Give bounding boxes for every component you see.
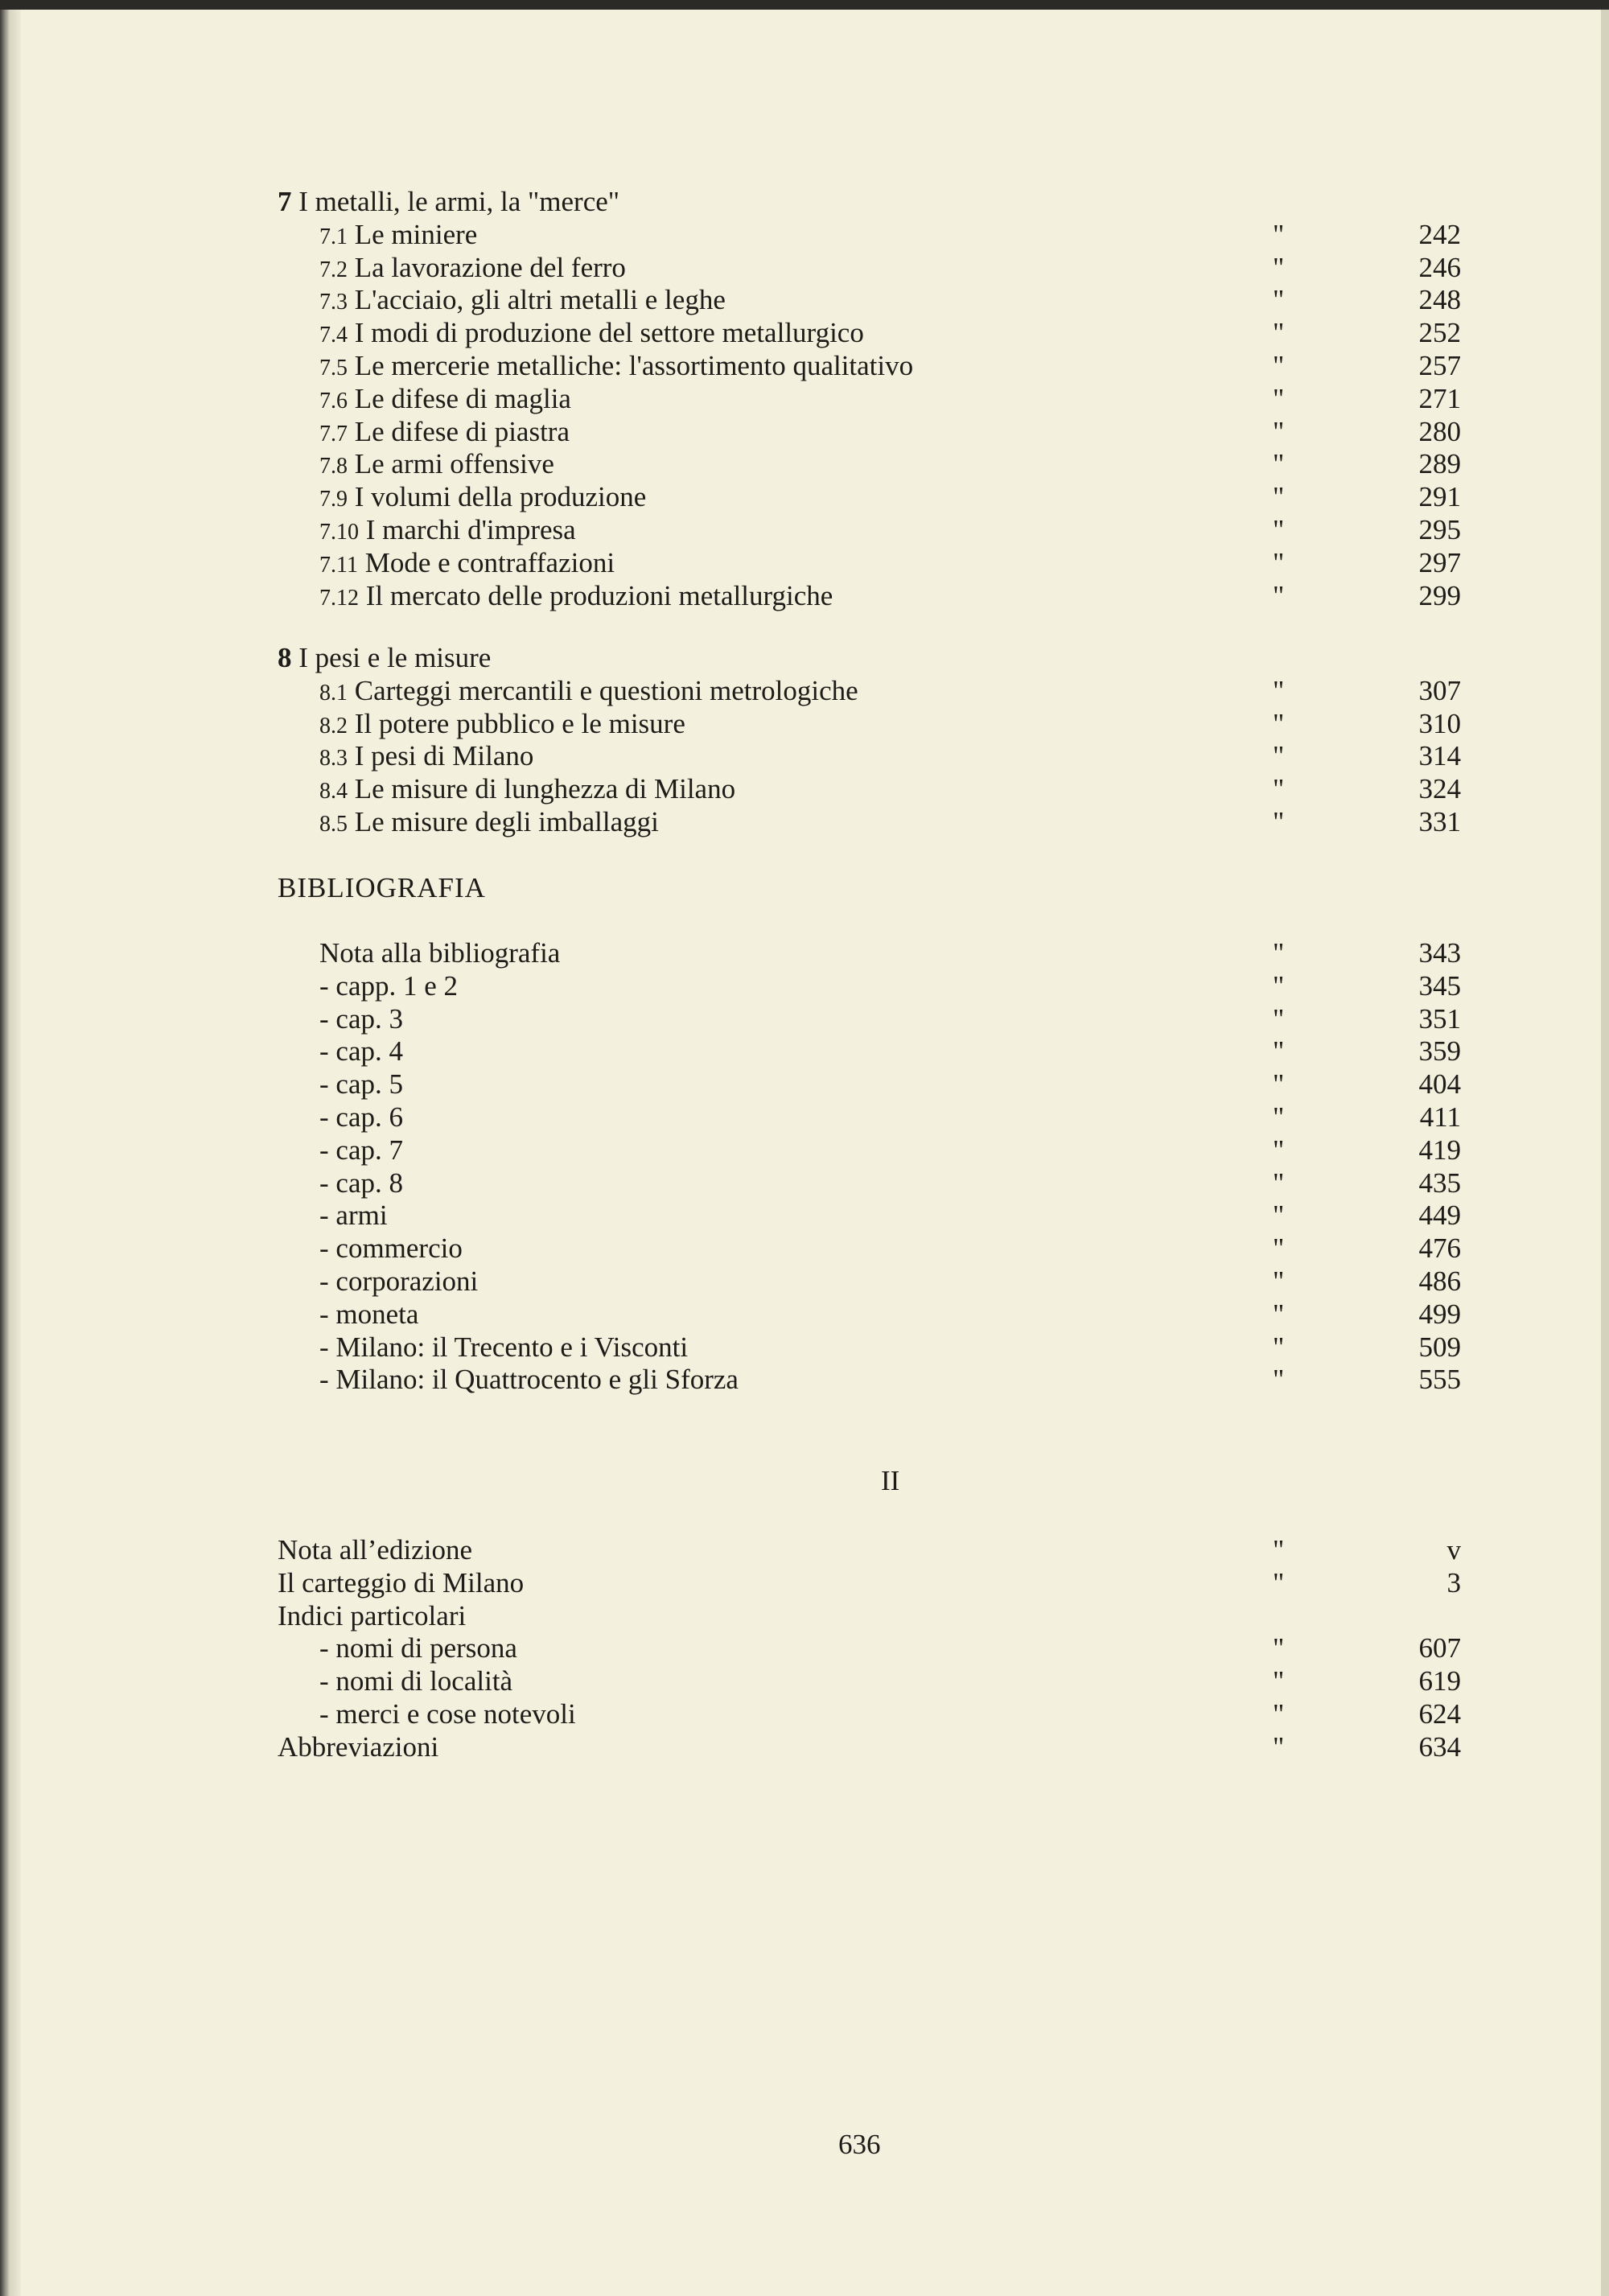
bibliography-entry-label: - Milano: il Trecento e i Visconti (319, 1331, 689, 1363)
ditto-mark: " (1273, 707, 1285, 739)
ditto-mark: " (1273, 1232, 1285, 1265)
ditto-mark: " (1273, 284, 1285, 316)
ditto-mark: " (1273, 218, 1285, 250)
toc-entry-label (319, 739, 533, 775)
part2-entry (0, 1533, 1609, 1566)
chapter-title: I pesi e le misure (298, 642, 492, 673)
page-number: 636 (838, 2129, 881, 2160)
page-ref: 310 (1418, 707, 1461, 739)
ditto-mark: " (1273, 1665, 1285, 1697)
ditto-mark: " (1273, 1265, 1285, 1297)
toc-entry-label (319, 546, 615, 582)
bibliography-entry (0, 969, 1609, 1002)
page-ref: 257 (1418, 350, 1461, 381)
section-title: Mode e contraffazioni (364, 546, 615, 578)
section-title: Carteggi mercantili e questioni metrologiche (354, 674, 858, 706)
bibliography-entry (0, 1199, 1609, 1232)
bibliography-entry (0, 1331, 1609, 1364)
toc-entry (0, 579, 1609, 612)
bibliography-entry-label: - cap. 6 (319, 1101, 403, 1133)
section-title: I pesi di Milano (354, 740, 534, 772)
part-numeral: II (881, 1465, 900, 1496)
toc-entry (0, 415, 1609, 448)
page-ref: 476 (1418, 1232, 1461, 1265)
chapter-title-line (278, 641, 491, 674)
part2-entry (0, 1566, 1609, 1599)
page-ref: v (1446, 1534, 1461, 1566)
page-ref: 404 (1418, 1068, 1461, 1101)
part2-entry-label: - nomi di persona (319, 1632, 517, 1664)
section-number: 7.1 (319, 224, 348, 249)
ditto-mark: " (1273, 937, 1285, 969)
page-ref: 280 (1418, 415, 1461, 447)
page-ref: 486 (1418, 1265, 1461, 1297)
toc-entry (0, 251, 1609, 284)
toc-entry-label (319, 316, 864, 352)
ditto-mark: " (1273, 1167, 1285, 1199)
bibliography-entry (0, 1363, 1609, 1396)
bibliography-entry-label: - armi (319, 1199, 388, 1232)
part2-entry-label: - nomi di località (319, 1665, 513, 1697)
bibliography-entry-label: - corporazioni (319, 1265, 479, 1297)
page-ref: 624 (1418, 1698, 1461, 1730)
page-ref: 291 (1418, 481, 1461, 513)
page-ref: 295 (1418, 514, 1461, 545)
toc-entry (0, 513, 1609, 546)
page-ref: 324 (1418, 773, 1461, 805)
toc-entry-label (319, 283, 726, 319)
toc-entry (0, 316, 1609, 349)
bibliography-entry (0, 1002, 1609, 1035)
bibliography-entry (0, 1101, 1609, 1134)
section-number: 8.2 (319, 713, 348, 739)
ditto-mark: " (1273, 350, 1285, 381)
toc-entry-label (319, 218, 477, 253)
bibliography-entry-label: - cap. 5 (319, 1068, 403, 1101)
ditto-mark: " (1273, 1199, 1285, 1232)
page-ref: 3 (1446, 1566, 1461, 1599)
toc-entry (0, 382, 1609, 415)
ditto-mark: " (1273, 579, 1285, 611)
section-title: I volumi della produzione (354, 481, 647, 513)
page-ref: 411 (1419, 1101, 1461, 1133)
page-ref: 345 (1418, 969, 1461, 1002)
toc-entry (0, 283, 1609, 316)
ditto-mark: " (1273, 1730, 1285, 1763)
toc-entry-label (319, 415, 570, 451)
section-title: Le misure degli imballaggi (354, 806, 659, 837)
bibliography-entry (0, 1134, 1609, 1167)
ditto-mark: " (1273, 1331, 1285, 1363)
section-number: 8.5 (319, 812, 348, 837)
ditto-mark: " (1273, 969, 1285, 1002)
bibliography-entry-label: - moneta (319, 1298, 419, 1330)
page-ref: 297 (1418, 546, 1461, 578)
section-number: 7.11 (319, 552, 358, 578)
scan-top-border (0, 0, 1609, 10)
ditto-mark: " (1273, 546, 1285, 578)
section-number: 7.4 (319, 323, 348, 348)
ditto-mark: " (1273, 415, 1285, 447)
bibliography-entry-label: - capp. 1 e 2 (319, 969, 459, 1002)
section-title: Le armi offensive (354, 448, 554, 480)
bibliography-entry (0, 936, 1609, 969)
toc-entry-label (319, 674, 858, 710)
page-ref: 351 (1418, 1002, 1461, 1035)
page-ref: 619 (1418, 1665, 1461, 1697)
page-ref: 246 (1418, 251, 1461, 283)
section-title: Le mercerie metalliche: l'assortimento qualitativo (354, 350, 914, 381)
ditto-mark: " (1273, 317, 1285, 349)
bibliography-entry-label: - cap. 4 (319, 1035, 403, 1068)
section-title: La lavorazione del ferro (354, 251, 626, 283)
chapter-heading (0, 641, 1609, 674)
ditto-mark: " (1273, 481, 1285, 513)
ditto-mark: " (1273, 740, 1285, 772)
part2-entry (0, 1697, 1609, 1730)
page-ref: 248 (1418, 284, 1461, 316)
section-title: Le difese di maglia (354, 382, 571, 414)
section-number: 7.9 (319, 487, 348, 512)
page-ref: 499 (1418, 1298, 1461, 1330)
page-ref: 331 (1418, 806, 1461, 837)
section-title: Il mercato delle produzioni metallurgiche (365, 579, 833, 611)
toc-entry-label (319, 251, 626, 286)
toc-entry-label (319, 805, 659, 841)
ditto-mark: " (1273, 806, 1285, 837)
ditto-mark: " (1273, 514, 1285, 545)
page-ref: 419 (1418, 1134, 1461, 1166)
toc-entry-label (319, 513, 576, 549)
page-ref: 307 (1418, 674, 1461, 706)
toc-entry-label (319, 579, 833, 615)
toc-entry-label (319, 707, 685, 743)
part2-entry (0, 1730, 1609, 1763)
ditto-mark: " (1273, 1134, 1285, 1166)
bibliography-entry (0, 1232, 1609, 1265)
section-number: 7.8 (319, 454, 348, 479)
part2-entry-label: Indici particolari (278, 1599, 467, 1631)
ditto-mark: " (1273, 448, 1285, 480)
toc-entry-label (319, 349, 913, 385)
section-number: 7.10 (319, 520, 359, 545)
part2-entry-label: - merci e cose notevoli (319, 1698, 576, 1730)
page-ref: 271 (1418, 382, 1461, 414)
bibliography-entry (0, 1167, 1609, 1199)
ditto-mark: " (1273, 1698, 1285, 1730)
ditto-mark: " (1273, 1566, 1285, 1599)
bibliography-entry (0, 1298, 1609, 1331)
toc-entry-label (319, 382, 571, 418)
part2-entry-label: Nota all’edizione (278, 1534, 472, 1566)
section-title: Le misure di lunghezza di Milano (354, 773, 736, 805)
toc-entry (0, 772, 1609, 805)
part2-entry (0, 1599, 1609, 1632)
page-ref: 435 (1418, 1167, 1461, 1199)
page-ref: 242 (1418, 218, 1461, 250)
section-title: Il potere pubblico e le misure (354, 707, 685, 739)
chapter-heading (0, 185, 1609, 218)
ditto-mark: " (1273, 251, 1285, 283)
ditto-mark: " (1273, 1364, 1285, 1396)
chapter-number: 7 (278, 186, 292, 217)
toc-entry (0, 447, 1609, 480)
section-title: I marchi d'impresa (365, 514, 576, 545)
section-number: 8.3 (319, 746, 348, 772)
page-ref: 289 (1418, 448, 1461, 480)
ditto-mark: " (1273, 382, 1285, 414)
toc-entry (0, 674, 1609, 707)
page-ref: 509 (1418, 1331, 1461, 1363)
page-ref: 555 (1418, 1364, 1461, 1396)
part2-entry-label: Il carteggio di Milano (278, 1566, 525, 1599)
section-number: 7.12 (319, 585, 359, 611)
page-ref: 314 (1418, 740, 1461, 772)
section-title: I modi di produzione del settore metallurgico (354, 317, 864, 349)
ditto-mark: " (1273, 1298, 1285, 1330)
toc-entry-label (319, 772, 735, 808)
toc-entry (0, 707, 1609, 740)
part2-entry-label: Abbreviazioni (278, 1730, 439, 1763)
page-ref: 252 (1418, 317, 1461, 349)
page-ref: 634 (1418, 1730, 1461, 1763)
toc-entry (0, 739, 1609, 772)
bibliography-heading: BIBLIOGRAFIA (278, 872, 486, 903)
ditto-mark: " (1273, 1002, 1285, 1035)
bibliography-entry (0, 1068, 1609, 1101)
page-ref: 299 (1418, 579, 1461, 611)
ditto-mark: " (1273, 674, 1285, 706)
page-ref: 449 (1418, 1199, 1461, 1232)
bibliography-entry-label: - Milano: il Quattrocento e gli Sforza (319, 1364, 739, 1396)
section-title: Le miniere (354, 218, 478, 250)
chapter-number: 8 (278, 642, 292, 673)
section-title: Le difese di piastra (354, 415, 570, 447)
page-ref: 359 (1418, 1035, 1461, 1068)
toc-entry-label (319, 480, 646, 516)
toc-entry (0, 218, 1609, 251)
bibliography-entry-label: Nota alla bibliografia (319, 937, 561, 969)
ditto-mark: " (1273, 1101, 1285, 1133)
ditto-mark: " (1273, 1068, 1285, 1101)
toc-entry (0, 349, 1609, 382)
toc-entry (0, 480, 1609, 513)
page-ref: 607 (1418, 1632, 1461, 1664)
ditto-mark: " (1273, 773, 1285, 805)
part2-entry (0, 1664, 1609, 1697)
bibliography-entry (0, 1035, 1609, 1068)
toc-entry-label (319, 447, 554, 483)
chapter-title-line (278, 185, 619, 218)
section-number: 7.3 (319, 290, 348, 315)
section-number: 8.1 (319, 680, 348, 706)
toc-entry (0, 805, 1609, 838)
part2-entry (0, 1631, 1609, 1664)
toc-entry (0, 546, 1609, 579)
section-number: 7.6 (319, 388, 348, 414)
ditto-mark: " (1273, 1632, 1285, 1664)
bibliography-entry-label: - cap. 7 (319, 1134, 403, 1166)
page-ref: 343 (1418, 937, 1461, 969)
section-number: 7.7 (319, 421, 348, 446)
section-number: 7.5 (319, 356, 348, 381)
bibliography-entry-label: - cap. 3 (319, 1002, 403, 1035)
bibliography-entry-label: - commercio (319, 1232, 463, 1265)
bibliography-entry (0, 1265, 1609, 1298)
section-number: 7.2 (319, 257, 348, 282)
chapter-title: I metalli, le armi, la "merce" (298, 186, 620, 217)
section-title: L'acciaio, gli altri metalli e leghe (354, 284, 726, 316)
ditto-mark: " (1273, 1534, 1285, 1566)
ditto-mark: " (1273, 1035, 1285, 1068)
section-number: 8.4 (319, 779, 348, 804)
bibliography-entry-label: - cap. 8 (319, 1167, 403, 1199)
